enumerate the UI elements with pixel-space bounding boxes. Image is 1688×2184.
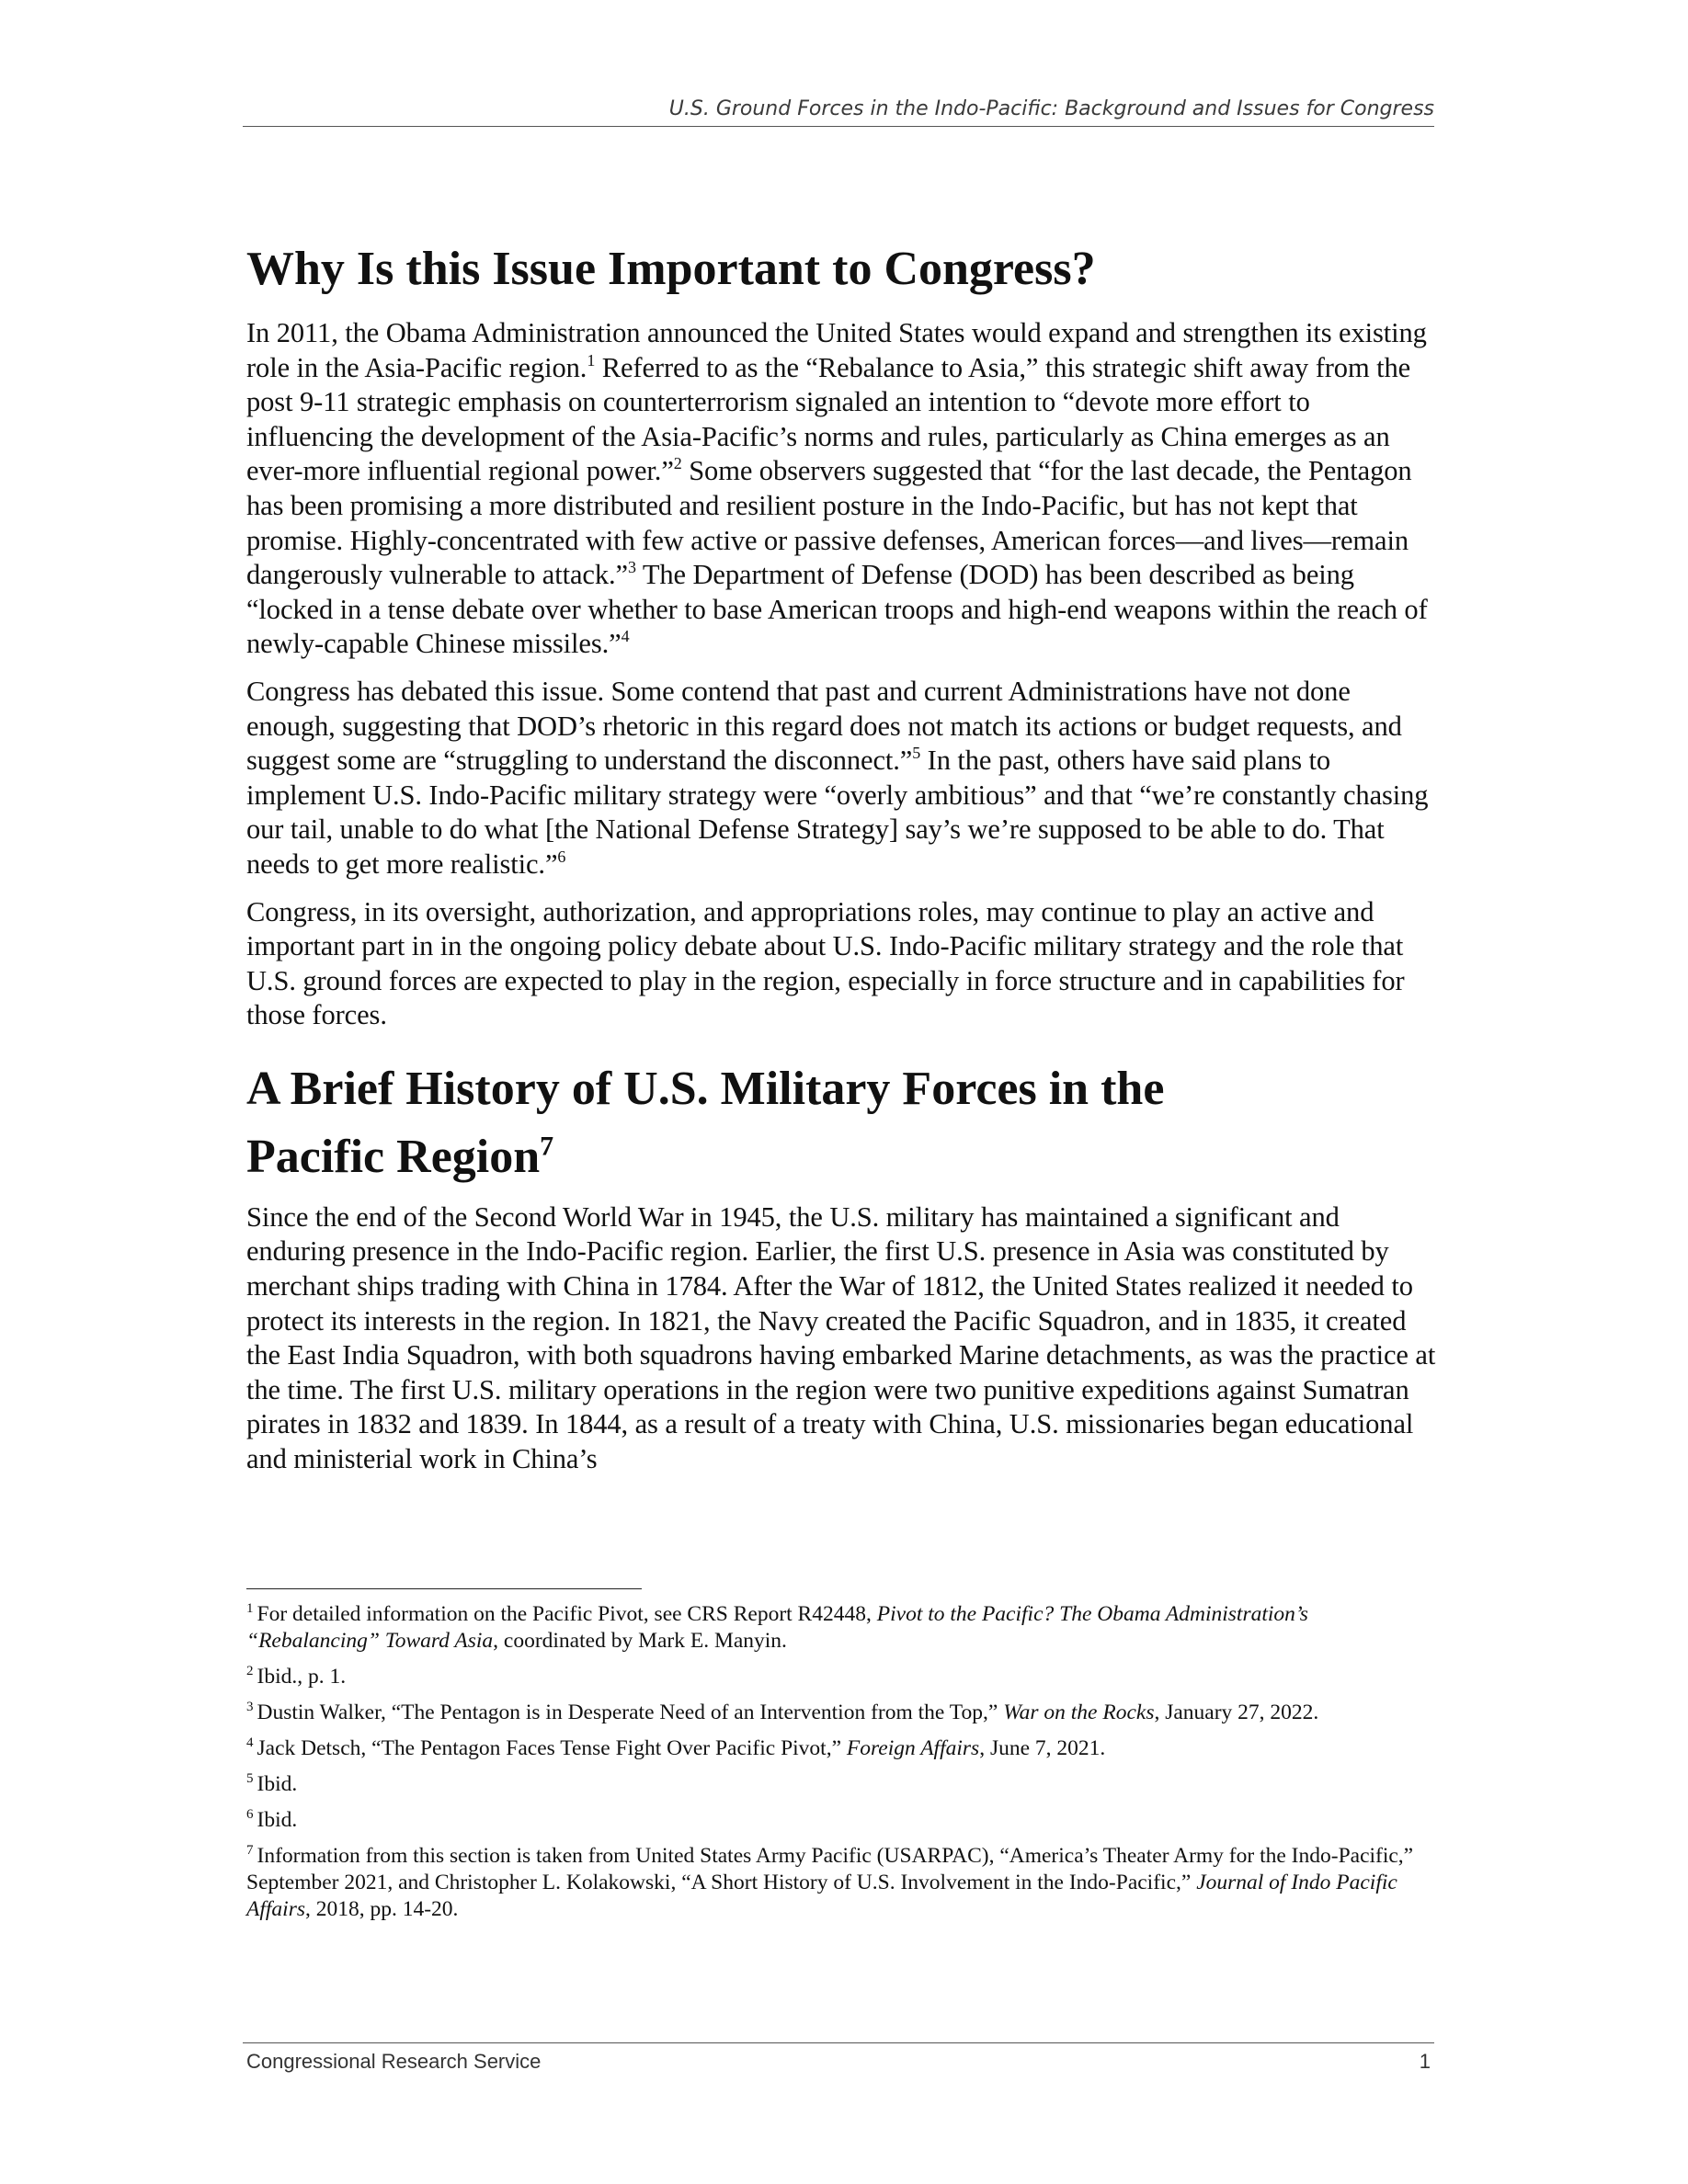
footnote-number: 2 [246,1664,254,1678]
footnote-ref-4[interactable]: 4 [621,627,630,646]
footnote-text: Dustin Walker, “The Pentagon is in Desperate Need of an Intervention from the Top,” [257,1701,1004,1724]
footnote-number: 5 [246,1771,254,1786]
footnote-text: , 2018, pp. 14-20. [304,1897,459,1921]
footnote-ref-1[interactable]: 1 [587,350,596,370]
page-number: 1 [1419,2050,1431,2073]
footnote [246,1664,1442,1690]
footer-organization: Congressional Research Service [246,2050,542,2073]
paragraph-text: Congress has debated this issue. Some contend that past and current Administrations have not done enough, suggesting that DOD’s rhetoric in this regard does not match its actions or budget requests, and suggest some are “struggling to understand the disconnect.” [246,675,1402,777]
footnote [246,1601,1442,1655]
footnote-text: For detailed information on the Pacific Pivot, see CRS Report R42448, [257,1602,877,1626]
paragraph-congress-debate [246,675,1442,882]
heading-line-2: Pacific Region [246,1130,541,1183]
footnote-title: War on the Rocks [1003,1701,1155,1724]
footnote-ref-7[interactable]: 7 [540,1131,554,1162]
footnote-text: , January 27, 2022. [1154,1701,1319,1724]
footnote-title: Journal of Indo Pacific Affairs [246,1871,1397,1921]
paragraph-text: Some observers suggested that “for the last decade, the Pentagon has been promising a more distributed and resilient posture in the Indo-Pacific, but has not kept that promise. Highly-concentrated with few active or passive defenses, American forces—and lives—remain dangerously vulnerable to attack.” [246,455,1412,591]
paragraph-text: In 2011, the Obama Administration announced the United States would expand and strengthen its existing role in the Asia-Pacific region. [246,317,1427,383]
running-header-title: U.S. Ground Forces in the Indo-Pacific: Background and Issues for Congress [668,97,1434,120]
footnote [246,1700,1442,1726]
section-heading-history [246,1055,1442,1191]
footnote [246,1771,1442,1798]
footnote-text: Information from this section is taken from United States Army Pacific (USARPAC), “America’s Theater Army for the Indo-Pacific,” September 2021, and Christopher L. Kolakowski, “A Short History of U.S. Involvement in the Indo-Pacific,” [246,1844,1414,1894]
footnote-number: 4 [246,1735,254,1750]
footnote-title: Pivot to the Pacific? The Obama Administration’s “Rebalancing” Toward Asia [246,1602,1308,1653]
footnote-ref-5[interactable]: 5 [912,744,921,763]
footnote-text: Ibid., p. 1. [257,1665,347,1689]
footnote-number: 3 [246,1700,254,1714]
footnote-number: 7 [246,1843,254,1858]
heading-line-1: A Brief History of U.S. Military Forces in the [246,1062,1165,1115]
footnote [246,1735,1442,1762]
section-heading-importance: Why Is this Issue Important to Congress? [246,243,1096,295]
footnote-number: 1 [246,1601,254,1616]
footnote-text: , June 7, 2021. [979,1736,1106,1760]
footnotes-list [246,1601,1442,1932]
footnote-text: Jack Detsch, “The Pentagon Faces Tense Fight Over Pacific Pivot,” [257,1736,847,1760]
header-rule [243,126,1434,127]
footnote-separator [246,1588,642,1589]
footnote-text: Ibid. [257,1772,298,1796]
footer-rule [243,2042,1434,2043]
footnote-ref-2[interactable]: 2 [673,454,682,473]
footnote-ref-3[interactable]: 3 [627,558,636,577]
paragraph-rebalance [246,316,1442,662]
paragraph-text: In the past, others have said plans to implement U.S. Indo-Pacific military strategy were “overly ambitious” and that “we’re constantly chasing our tail, unable to do what [the National Defense Strategy] say’s we’re supposed to be able to do. That needs to get more realistic.” [246,745,1429,880]
footnote-text: Ibid. [257,1808,298,1832]
footnote [246,1807,1442,1834]
footnote-ref-6[interactable]: 6 [557,847,566,866]
main-content [246,235,1442,1490]
footnote [246,1843,1442,1923]
footnote-text: , coordinated by Mark E. Manyin. [493,1629,787,1653]
footnote-title: Foreign Affairs [846,1736,980,1760]
paragraph-text: Referred to as the “Rebalance to Asia,” this strategic shift away from the post 9-11 strategic emphasis on counterterrorism signaled an intention to “devote more effort to influencing the development of the Asia-Pacific’s norms and rules, particularly as China emerges as an ever-more influential regional power.” [246,351,1411,487]
footnote-number: 6 [246,1807,254,1822]
paragraph-history: Since the end of the Second World War in 1945, the U.S. military has maintained a significant and enduring presence in the Indo-Pacific region. Earlier, the first U.S. presence in Asia was constituted by merchant ships trading with China in 1784. After the War of 1812, the United States realized it needed to protect its interests in the region. In 1821, the Navy created the Pacific Squadron, and in 1835, it created the East India Squadron, with both squadrons having embarked Marine detachments, as was the practice at the time. The first U.S. military operations in the region were two punitive expeditions against Sumatran pirates in 1832 and 1839. In 1844, as a result of a treaty with China, U.S. missionaries began educational and ministerial work in China’s [246,1200,1436,1475]
paragraph-congress-oversight: Congress, in its oversight, authorization, and appropriations roles, may continue to play an active and important part in in the ongoing policy debate about U.S. Indo-Pacific military strategy and the role that U.S. ground forces are expected to play in the region, especially in force structure and in capabilities for those forces. [246,895,1405,1031]
paragraph-text: The Department of Defense (DOD) has been described as being “locked in a tense debate over whether to base American troops and high-end weapons within the reach of newly-capable Chinese missiles.” [246,559,1428,660]
